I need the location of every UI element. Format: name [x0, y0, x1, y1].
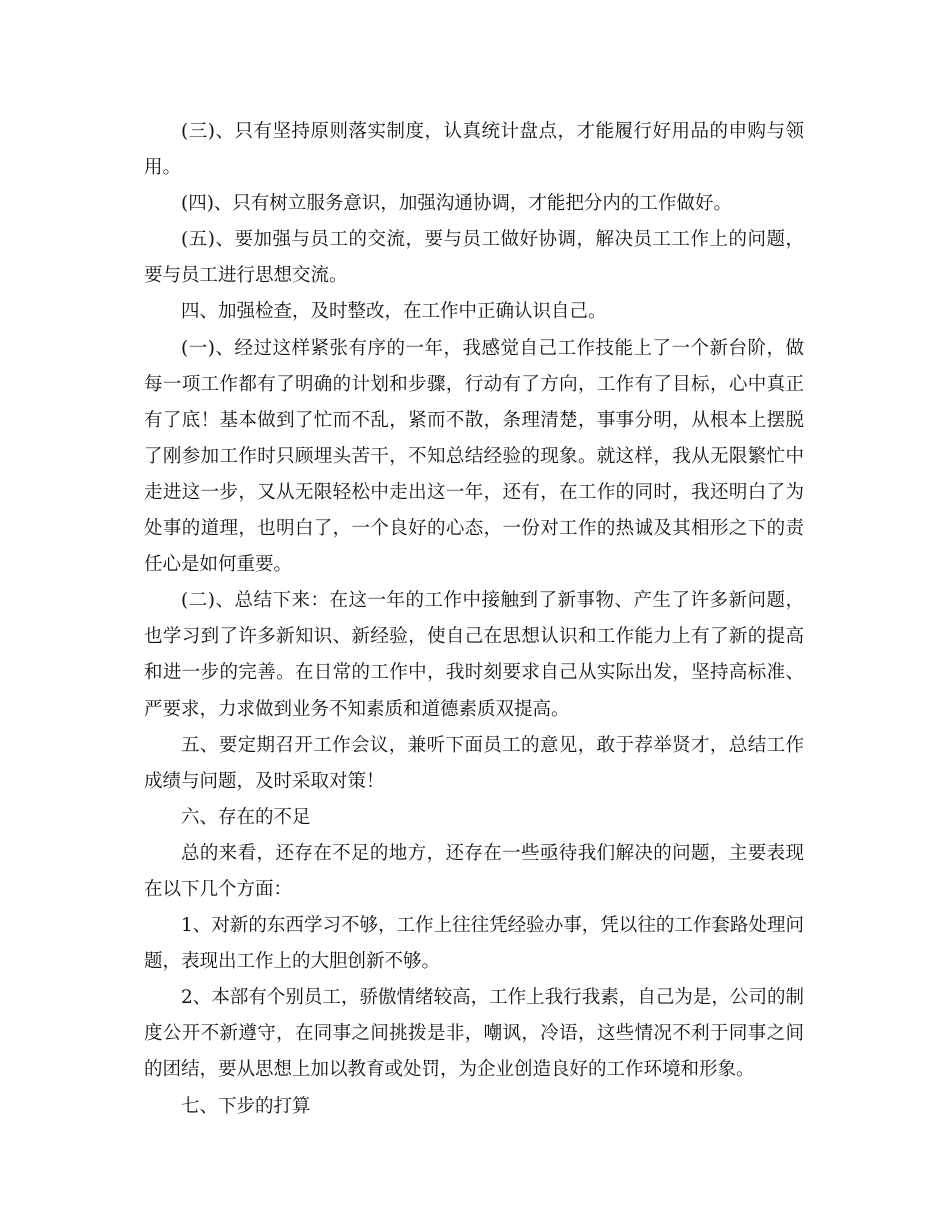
- shortcoming-item-2: 2、本部有个别员工，骄傲情绪较高，工作上我行我素，自己为是，公司的制度公开不新遵守，在同事之间挑拨是非，嘲讽，冷语，这些情况不利于同事之间的团结，要从思想上加以教育或处罚，为企业创造良好的工作环境和形象。: [144, 987, 804, 1081]
- paragraph-4-service: (四)、只有树立服务意识，加强沟通协调，才能把分内的工作做好。: [181, 193, 732, 215]
- paragraph-2-summary: (二)、总结下来：在这一年的工作中接触到了新事物、产生了许多新问题，也学习到了许多新知识、新经验，使自己在思想认识和工作能力上有了新的提高和进一步的完善。在日常的工作中，我时刻要求自己从实际出发，坚持高标准、严要求，力求做到业务不知素质和道德素质双提高。: [144, 590, 804, 720]
- document-body: [144, 114, 804, 1125]
- section-heading-next-steps: 七、下步的打算: [181, 1095, 311, 1117]
- paragraph-1-reflection: (一)、经过这样紧张有序的一年，我感觉自己工作技能上了一个新台阶，做每一项工作都有了明确的计划和步骤，行动有了方向，工作有了目标，心中真正有了底！基本做到了忙而不乱，紧而不散，条理清楚，事事分明，从根本上摆脱了刚参加工作时只顾埋头苦干，不知总结经验的现象。就这样，我从无限繁忙中走进这一步，又从无限轻松中走出这一年，还有，在工作的同时，我还明白了为处事的道理，也明白了，一个良好的心态，一份对工作的热诚及其相形之下的责任心是如何重要。: [144, 337, 804, 576]
- section-heading-shortcomings: 六、存在的不足: [181, 806, 311, 828]
- paragraph-5-communication: (五)、要加强与员工的交流，要与员工做好协调，解决员工工作上的问题，要与员工进行思想交流。: [144, 229, 804, 287]
- section-heading-inspection: 四、加强检查，及时整改，在工作中正确认识自己。: [181, 301, 607, 323]
- paragraph-3-procurement: (三)、只有坚持原则落实制度，认真统计盘点，才能履行好用品的申购与领用。: [144, 121, 804, 179]
- shortcoming-item-1: 1、对新的东西学习不够，工作上往往凭经验办事，凭以往的工作套路处理问题，表现出工作上的大胆创新不够。: [144, 915, 804, 973]
- section-heading-meetings: 五、要定期召开工作会议，兼听下面员工的意见，敢于荐举贤才，总结工作成绩与问题，及时采取对策！: [144, 734, 804, 792]
- shortcomings-intro: 总的来看，还存在不足的地方，还存在一些亟待我们解决的问题，主要表现在以下几个方面：: [144, 842, 804, 900]
